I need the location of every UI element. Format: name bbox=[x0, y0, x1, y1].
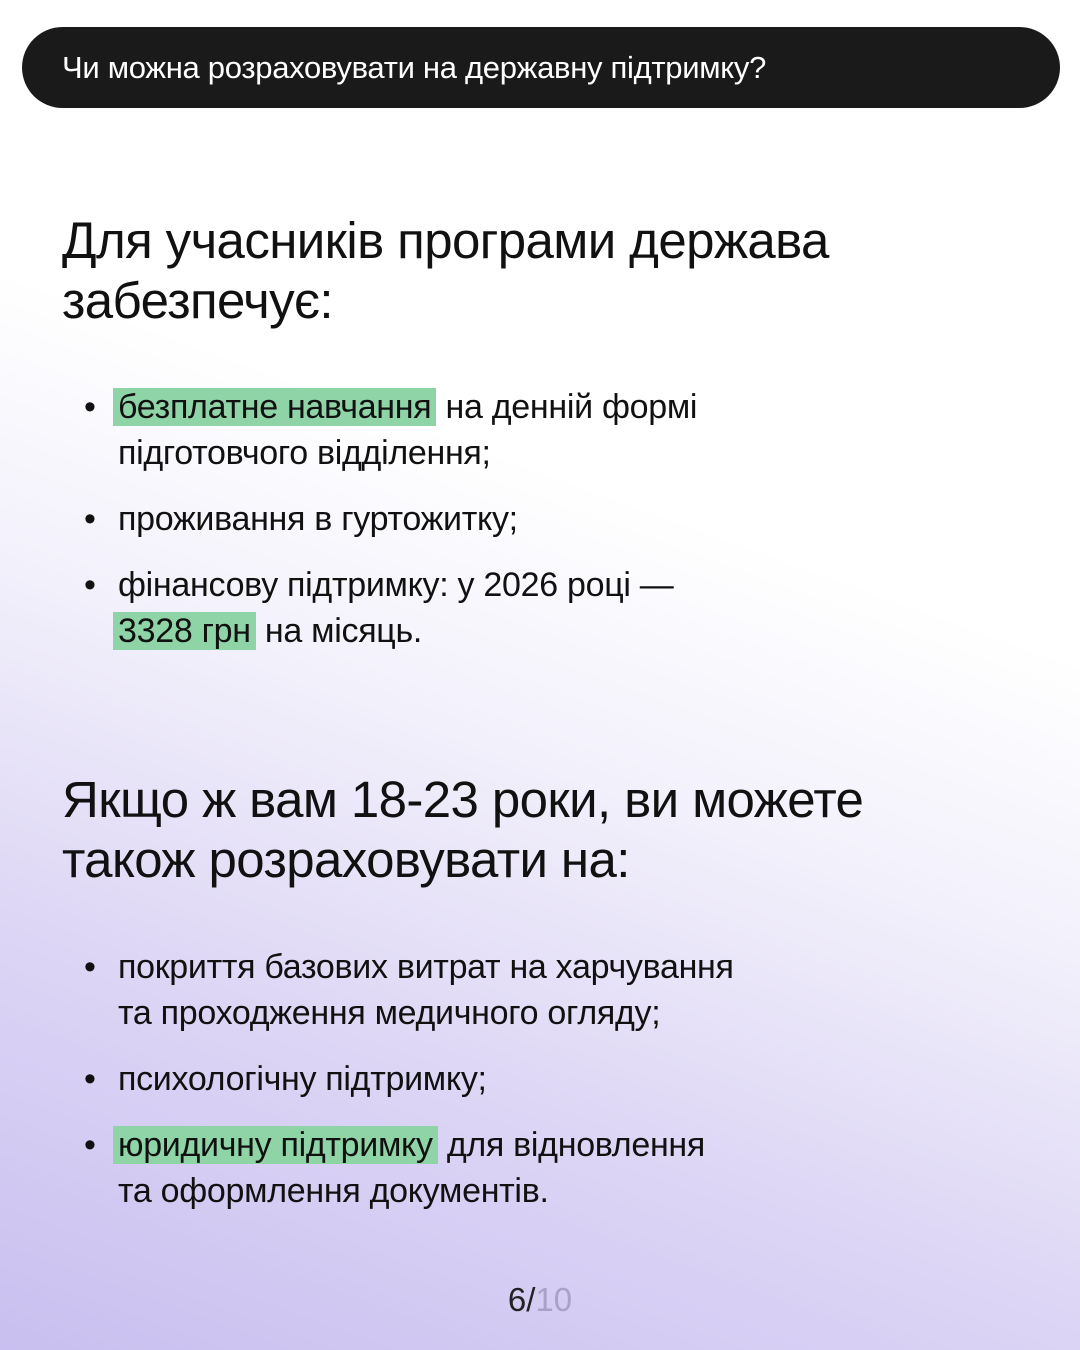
list-item-text: на денній формі bbox=[436, 388, 698, 426]
header-bar bbox=[22, 27, 1060, 108]
list-item-food-medical bbox=[82, 944, 902, 1036]
list-item-legal bbox=[82, 1122, 902, 1214]
list-item-free-education bbox=[82, 384, 902, 476]
highlight-amount: 3328 грн bbox=[113, 612, 256, 650]
list-item-text: проживання в гуртожитку; bbox=[118, 500, 518, 538]
list-item-dormitory bbox=[82, 496, 902, 542]
section1-heading bbox=[62, 211, 829, 331]
section2-list bbox=[82, 944, 902, 1234]
list-item-text: фінансову підтримку: у 2026 році — bbox=[118, 566, 674, 604]
list-item-text: та проходження медичного огляду; bbox=[118, 994, 661, 1032]
highlight-legal-support: юридичну підтримку bbox=[113, 1126, 438, 1164]
list-item-text: для відновлення bbox=[437, 1126, 706, 1164]
page-indicator-current: 6/ bbox=[507, 1281, 536, 1318]
highlight-free-education: безплатне навчання bbox=[113, 388, 436, 426]
list-item-psychological bbox=[82, 1056, 902, 1102]
section2-heading-line2: також розраховувати на: bbox=[62, 831, 630, 888]
section2-heading-line1: Якщо ж вам 18-23 роки, ви можете bbox=[62, 771, 864, 828]
bullet-icon: • bbox=[84, 566, 96, 604]
section2-heading bbox=[62, 770, 863, 890]
bullet-icon: • bbox=[84, 500, 96, 538]
bullet-icon: • bbox=[84, 388, 96, 426]
section1-list bbox=[82, 384, 902, 674]
list-item-text: та оформлення документів. bbox=[118, 1172, 549, 1210]
list-item-financial-support bbox=[82, 562, 902, 654]
bullet-icon: • bbox=[84, 1126, 96, 1164]
list-item-text: психологічну підтримку; bbox=[118, 1060, 487, 1098]
list-item-text: покриття базових витрат на харчування bbox=[118, 948, 734, 986]
section1-heading-line1: Для учасників програми держава bbox=[62, 212, 829, 269]
header-title: Чи можна розраховувати на державну підтримку? bbox=[62, 49, 767, 85]
list-item-text: на місяць. bbox=[255, 612, 423, 650]
list-item-text: підготовчого відділення; bbox=[118, 434, 491, 472]
page-indicator bbox=[0, 1280, 1080, 1320]
bullet-icon: • bbox=[84, 948, 96, 986]
bullet-icon: • bbox=[84, 1060, 96, 1098]
section1-heading-line2: забезпечує: bbox=[62, 272, 333, 329]
page-indicator-total: 10 bbox=[535, 1281, 573, 1318]
